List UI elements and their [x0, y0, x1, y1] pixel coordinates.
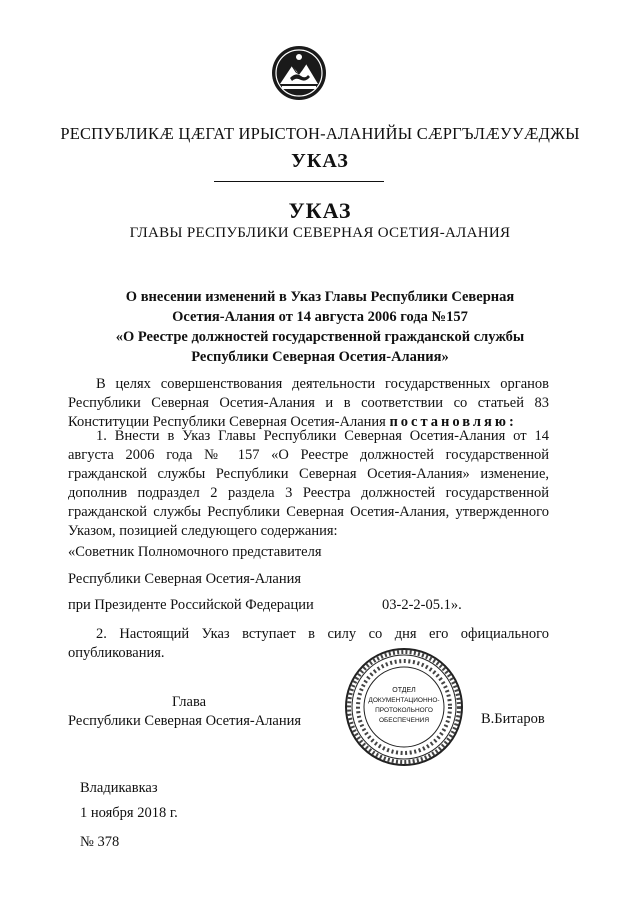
decree-date: 1 ноября 2018 г. [80, 805, 178, 821]
official-stamp [343, 646, 465, 768]
clause-2-paragraph: 2. Настоящий Указ вступает в силу со дня его официального опубликования. [68, 626, 549, 661]
stamp-line: ОБЕСПЕЧЕНИЯ [378, 717, 430, 724]
title-line: Республики Северная Осетия-Алания» [191, 349, 449, 365]
decree-title [0, 287, 640, 367]
title-line: Осетия-Алания от 14 августа 2006 года №157 [172, 309, 468, 325]
position-line: «Советник Полномочного представителя [68, 544, 322, 560]
stamp-line: ОТДЕЛ [392, 687, 416, 694]
ukaz-heading: УКАЗ [288, 198, 352, 223]
issuer-line: ГЛАВЫ РЕСПУБЛИКИ СЕВЕРНАЯ ОСЕТИЯ-АЛАНИЯ [129, 225, 511, 241]
ukaz-ossetian-heading: УКАЗ [291, 150, 349, 172]
position-code: 03-2-2-05.1». [382, 597, 462, 613]
decree-word: постановляю: [389, 414, 517, 430]
signatory-name: В.Битаров [481, 711, 545, 727]
preamble-text: В целях совершенствования деятельности государственных органов Республики Северная Осетия-Алания и в соответствии со статьей 83 Конституции Республики Северная Осетия-Алания [68, 376, 549, 430]
ossetian-header: РЕСПУБЛИКӔ ЦӔГАТ ИРЫСТОН-АЛАНИЙЫ СӔРГЪЛӔУУӔДЖЫ [60, 124, 580, 143]
position-line: Республики Северная Осетия-Алания [68, 571, 302, 587]
header-divider [214, 181, 384, 182]
signatory-title-2: Республики Северная Осетия-Алания [68, 713, 302, 729]
title-line: «О Реестре должностей государственной гражданской службы [115, 329, 525, 345]
place-of-signing: Владикавказ [80, 780, 158, 796]
coat-of-arms-emblem [270, 44, 328, 102]
position-line: при Президенте Российской Федерации [68, 597, 314, 613]
decree-number: № 378 [80, 834, 120, 850]
signatory-title: Глава [172, 694, 207, 710]
stamp-line: ПРОТОКОЛЬНОГО [375, 707, 433, 714]
title-line: О внесении изменений в Указ Главы Республики Северная [125, 289, 515, 305]
clause-1-paragraph: 1. Внести в Указ Главы Республики Северная Осетия-Алания от 14 августа 2006 года № 157 «О Реестре должностей государственной гражданской службы Республики Северная Осетия-Алания» изменение, дополнив подраздел 2 раздела 3 Реестра должностей государственной гражданской службы Республики Северная Осетия-Алания, утвержденного Указом, позицией следующего содержания: [68, 428, 549, 539]
preamble-paragraph [68, 375, 549, 432]
stamp-line: ДОКУМЕНТАЦИОННО- [368, 697, 440, 704]
